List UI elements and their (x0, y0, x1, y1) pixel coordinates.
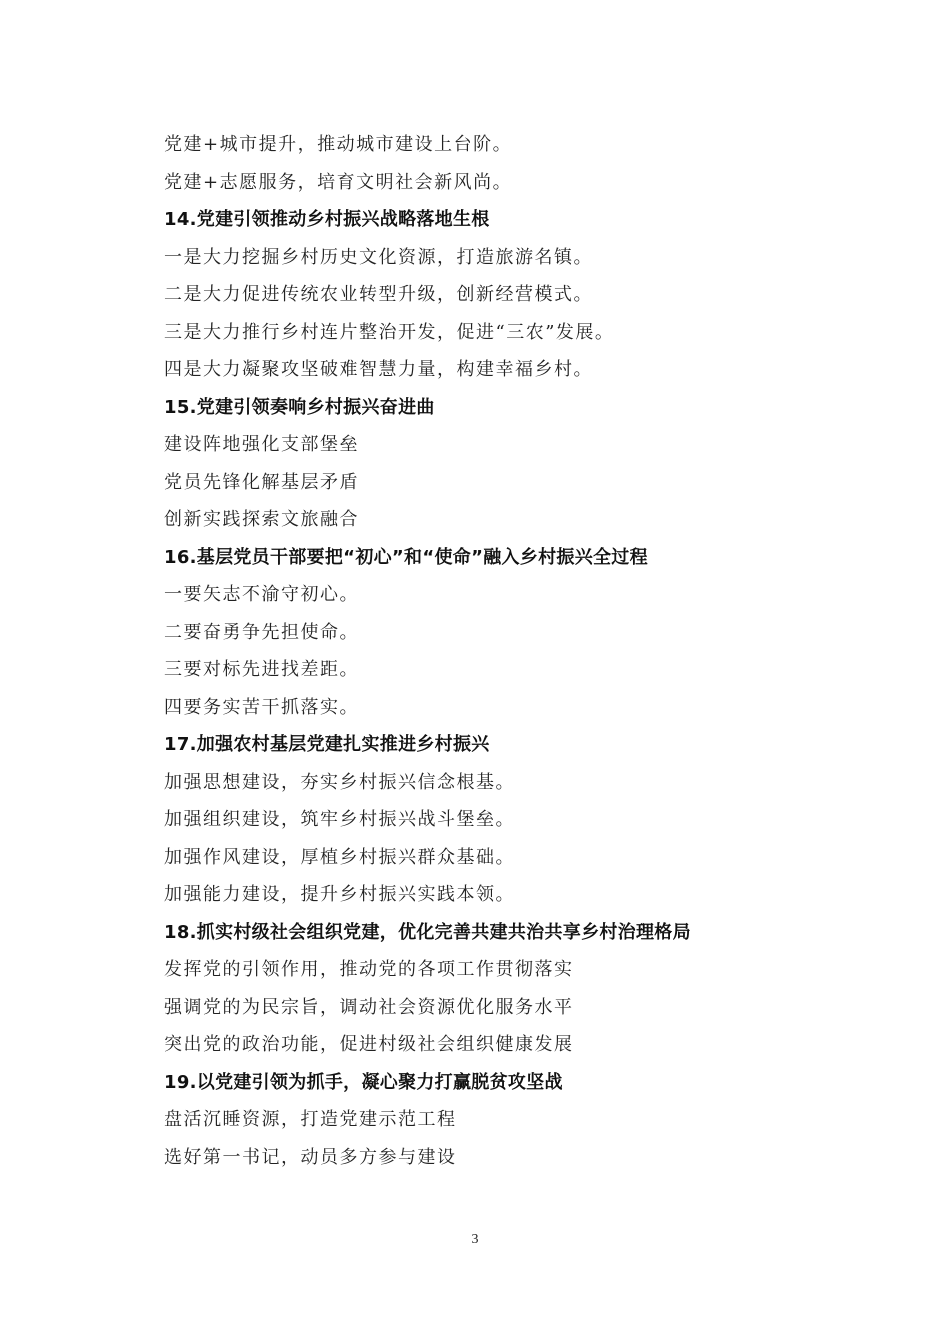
document-body (164, 126, 804, 1176)
section-heading: 18.抓实村级社会组织党建，优化完善共建共治共享乡村治理格局 (164, 921, 691, 943)
section-heading: 17.加强农村基层党建扎实推进乡村振兴 (164, 734, 490, 755)
body-line: 加强能力建设，提升乡村振兴实践本领。 (164, 884, 515, 905)
body-line: 一是大力挖掘乡村历史文化资源，打造旅游名镇。 (164, 246, 593, 268)
body-line: 党员先锋化解基层矛盾 (164, 471, 359, 493)
body-line: 四要务实苦干抓落实。 (164, 696, 359, 718)
section-heading: 15.党建引领奏响乡村振兴奋进曲 (164, 396, 435, 418)
body-line: 党建+城市提升，推动城市建设上台阶。 (164, 134, 513, 155)
section-heading: 16.基层党员干部要把“初心”和“使命”融入乡村振兴全过程 (164, 546, 648, 568)
body-line: 加强组织建设，筑牢乡村振兴战斗堡垒。 (164, 809, 515, 830)
body-line: 发挥党的引领作用，推动党的各项工作贯彻落实 (164, 959, 574, 980)
body-line: 三是大力推行乡村连片整治开发，促进“三农”发展。 (164, 321, 615, 343)
body-line: 建设阵地强化支部堡垒 (164, 434, 359, 455)
body-line: 强调党的为民宗旨，调动社会资源优化服务水平 (164, 996, 574, 1018)
page-number: 3 (471, 1232, 479, 1247)
section-heading: 19.以党建引领为抓手，凝心聚力打赢脱贫攻坚战 (164, 1071, 563, 1093)
body-line: 盘活沉睡资源，打造党建示范工程 (164, 1109, 457, 1130)
section-heading: 14.党建引领推动乡村振兴战略落地生根 (164, 209, 490, 230)
body-line: 一要矢志不渝守初心。 (164, 584, 359, 605)
body-line: 突出党的政治功能，促进村级社会组织健康发展 (164, 1034, 574, 1055)
body-line: 加强思想建设，夯实乡村振兴信念根基。 (164, 771, 515, 793)
body-line: 选好第一书记，动员多方参与建设 (164, 1146, 457, 1168)
body-line: 四是大力凝聚攻坚破难智慧力量，构建幸福乡村。 (164, 359, 593, 380)
body-line: 加强作风建设，厚植乡村振兴群众基础。 (164, 846, 515, 868)
body-line: 三要对标先进找差距。 (164, 659, 359, 680)
body-line: 党建+志愿服务，培育文明社会新风尚。 (164, 171, 513, 193)
body-line: 二要奋勇争先担使命。 (164, 621, 359, 643)
body-line: 创新实践探索文旅融合 (164, 509, 359, 530)
body-line: 二是大力促进传统农业转型升级，创新经营模式。 (164, 284, 593, 305)
